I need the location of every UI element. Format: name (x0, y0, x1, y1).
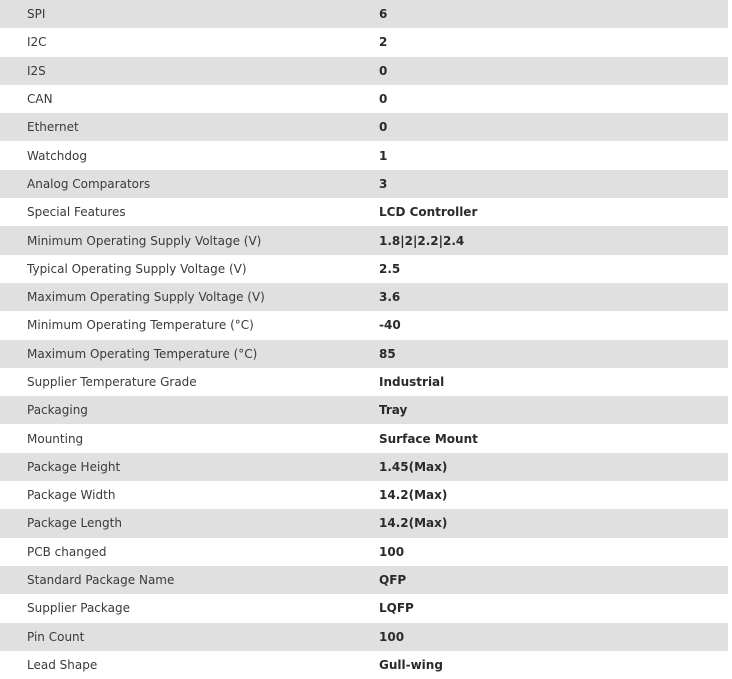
table-row (0, 85, 728, 113)
table-row (0, 170, 728, 198)
spec-label: PCB changed (27, 544, 107, 559)
table-row (0, 198, 728, 226)
spec-label: Package Height (0, 453, 379, 481)
spec-value: 3.6 (379, 283, 728, 311)
spec-label: Analog Comparators (0, 170, 379, 198)
spec-label: Maximum Operating Supply Voltage (V) (0, 283, 379, 311)
table-row (0, 311, 728, 339)
spec-label: Maximum Operating Temperature (°C) (0, 340, 379, 368)
spec-label: Ethernet (0, 113, 379, 141)
spec-label: Minimum Operating Supply Voltage (V) (0, 226, 379, 254)
spec-label: Minimum Operating Temperature (°C) (27, 318, 254, 333)
spec-label: CAN (27, 92, 53, 107)
table-row (0, 566, 728, 594)
spec-value: 0 (379, 92, 388, 107)
table-row (0, 57, 728, 85)
table-row (0, 340, 728, 368)
table-row (0, 226, 728, 254)
spec-value: 6 (379, 0, 728, 28)
spec-value: 1.45(Max) (379, 453, 728, 481)
spec-label: Special Features (27, 205, 126, 220)
spec-label: Package Width (27, 488, 116, 503)
spec-label: Pin Count (0, 623, 379, 651)
table-row (0, 368, 728, 396)
spec-value: Industrial (379, 375, 445, 389)
spec-value: 1.8|2|2.2|2.4 (379, 226, 728, 254)
spec-value: 14.2(Max) (379, 509, 728, 537)
spec-value: QFP (379, 566, 728, 594)
table-row (0, 453, 728, 481)
spec-label: I2S (0, 57, 379, 85)
table-row (0, 594, 728, 622)
spec-value: 100 (379, 623, 728, 651)
spec-value: LCD Controller (379, 205, 478, 220)
table-row (0, 255, 728, 283)
spec-label: Supplier Temperature Grade (27, 375, 197, 389)
table-row (0, 651, 728, 679)
spec-label: Packaging (0, 396, 379, 424)
table-row (0, 0, 728, 28)
spec-label: Watchdog (27, 148, 87, 163)
spec-value: 0 (379, 113, 728, 141)
spec-value: Gull-wing (379, 657, 443, 672)
spec-value: 1 (379, 148, 388, 163)
spec-value: Tray (379, 396, 728, 424)
spec-label: Typical Operating Supply Voltage (V) (27, 261, 247, 276)
table-row (0, 538, 728, 566)
spec-label: Standard Package Name (0, 566, 379, 594)
table-row (0, 396, 728, 424)
spec-value: 100 (379, 544, 405, 559)
table-row (0, 481, 728, 509)
spec-value: 3 (379, 170, 728, 198)
table-row (0, 509, 728, 537)
table-row (0, 28, 728, 56)
spec-label: Lead Shape (27, 657, 98, 672)
table-row (0, 424, 728, 452)
spec-label: I2C (27, 35, 47, 50)
spec-label: Package Length (0, 509, 379, 537)
spec-label: SPI (0, 0, 379, 28)
spec-value: 0 (379, 57, 728, 85)
table-row (0, 141, 728, 169)
table-row (0, 283, 728, 311)
spec-value: 14.2(Max) (379, 488, 448, 503)
spec-value: 2.5 (379, 261, 401, 276)
spec-label: Supplier Package (27, 601, 130, 616)
spec-value: Surface Mount (379, 431, 478, 446)
spec-value: 85 (379, 340, 728, 368)
spec-label: Mounting (27, 431, 84, 446)
table-row (0, 623, 728, 651)
spec-value: -40 (379, 318, 401, 333)
table-row (0, 113, 728, 141)
spec-value: LQFP (379, 601, 414, 616)
spec-value: 2 (379, 35, 388, 50)
